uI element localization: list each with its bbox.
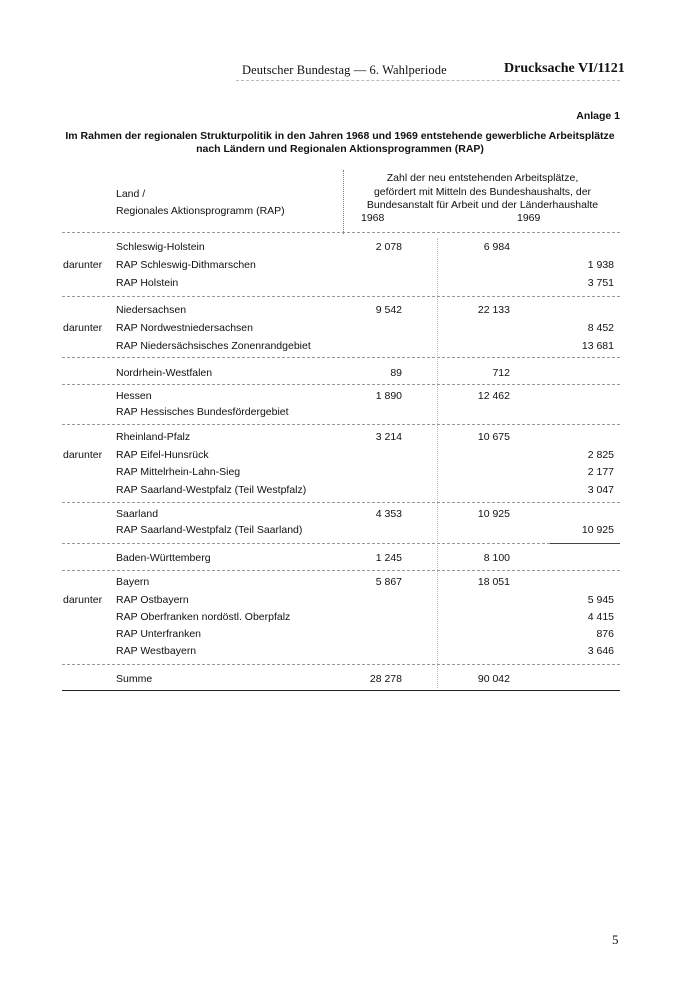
table-row — [0, 406, 700, 424]
wahlperiode-label: Deutscher Bundestag — 6. Wahlperiode — [242, 63, 447, 77]
row-label: RAP Oberfranken nordöstl. Oberpfalz — [116, 611, 291, 623]
row-value-rap: 3 751 — [587, 277, 614, 289]
group-separator — [62, 384, 620, 385]
row-value-1968: 1 245 — [375, 552, 402, 564]
column-header-land-line2: Regionales Aktionsprogramm (RAP) — [116, 205, 285, 217]
table-row — [0, 645, 700, 663]
table-row — [0, 552, 700, 570]
group-separator — [62, 296, 620, 297]
row-value-1968: 3 214 — [375, 431, 402, 443]
row-value-1969: 18 051 — [477, 576, 510, 588]
rap-subtotal-rule — [550, 543, 620, 544]
table-row — [0, 628, 700, 646]
row-value-1969: 10 925 — [477, 508, 510, 520]
sum-row — [0, 673, 700, 691]
row-value-1968: 28 278 — [369, 673, 402, 685]
row-value-rap: 13 681 — [581, 340, 614, 352]
column-header-land — [116, 186, 285, 220]
header-divider — [343, 170, 344, 234]
table-row — [0, 576, 700, 594]
row-label: RAP Schleswig-Dithmarschen — [116, 259, 256, 271]
table-row — [0, 484, 700, 502]
table-row — [0, 367, 700, 385]
row-label: Schleswig-Holstein — [116, 241, 205, 253]
table-row — [0, 277, 700, 295]
row-value-1969: 712 — [492, 367, 510, 379]
row-value-1969: 10 675 — [477, 431, 510, 443]
row-label: RAP Westbayern — [116, 645, 197, 657]
row-value-1969: 12 462 — [477, 390, 510, 402]
group-separator — [62, 357, 620, 358]
row-value-1969: 90 042 — [477, 673, 510, 685]
page-header — [0, 63, 700, 83]
row-label: RAP Holstein — [116, 277, 179, 289]
row-darunter: darunter — [63, 322, 103, 334]
row-label: RAP Nordwestniedersachsen — [116, 322, 253, 334]
group-separator — [62, 664, 620, 665]
table-row — [0, 340, 700, 358]
row-label: RAP Saarland-Westpfalz (Teil Westpfalz) — [116, 484, 307, 496]
row-value-1969: 22 133 — [477, 304, 510, 316]
drucksache-number: Drucksache VI/1121 — [504, 61, 625, 76]
row-value-1968: 5 867 — [375, 576, 402, 588]
row-label: RAP Unterfranken — [116, 628, 202, 640]
row-value-1969: 8 100 — [483, 552, 510, 564]
row-label: Summe — [116, 673, 153, 685]
row-label: Nordrhein-Westfalen — [116, 367, 213, 379]
table-row — [0, 524, 700, 542]
column-header-1968: 1968 — [361, 212, 385, 224]
row-label: Niedersachsen — [116, 304, 187, 316]
header-rule — [236, 80, 620, 81]
row-value-rap: 1 938 — [587, 259, 614, 271]
row-value-1969: 6 984 — [483, 241, 510, 253]
table-row — [0, 611, 700, 629]
table-row — [0, 304, 700, 322]
page-number: 5 — [612, 932, 619, 947]
row-value-rap: 3 646 — [587, 645, 614, 657]
row-value-rap: 2 177 — [587, 466, 614, 478]
table-row — [0, 241, 700, 259]
row-label: RAP Niedersächsisches Zonenrandgebiet — [116, 340, 311, 352]
row-value-rap: 3 047 — [587, 484, 614, 496]
row-value-rap: 2 825 — [587, 449, 614, 461]
row-value-rap: 4 415 — [587, 611, 614, 623]
table-bottom-rule — [62, 690, 620, 691]
table-row — [0, 594, 700, 612]
row-value-rap: 10 925 — [581, 524, 614, 536]
row-value-rap: 5 945 — [587, 594, 614, 606]
row-label: Saarland — [116, 508, 159, 520]
table-row — [0, 431, 700, 449]
row-value-1968: 89 — [390, 367, 402, 379]
document-title: Im Rahmen der regionalen Strukturpolitik in den Jahren 1968 und 1969 entstehende gewerbliche Arbeitsplätze nach Ländern und Regionalen Aktionsprogrammen (RAP) — [65, 130, 615, 155]
column-header-land-line1: Land / — [116, 188, 146, 200]
group-separator — [62, 570, 620, 571]
table-row — [0, 466, 700, 484]
row-label: Rheinland-Pfalz — [116, 431, 191, 443]
row-value-1968: 4 353 — [375, 508, 402, 520]
row-label: RAP Mittelrhein-Lahn-Sieg — [116, 466, 241, 478]
group-separator — [62, 424, 620, 425]
row-label: Bayern — [116, 576, 150, 588]
anlage-label: Anlage 1 — [576, 110, 620, 122]
row-label: RAP Eifel-Hunsrück — [116, 449, 209, 461]
row-label: Hessen — [116, 390, 152, 402]
column-header-1969: 1969 — [517, 212, 541, 224]
row-value-1968: 2 078 — [375, 241, 402, 253]
row-darunter: darunter — [63, 594, 103, 606]
row-value-1968: 1 890 — [375, 390, 402, 402]
row-darunter: darunter — [63, 449, 103, 461]
row-label: Baden-Württemberg — [116, 552, 211, 564]
column-header-zahl-line1: Zahl der neu entstehenden Arbeitsplätze, — [386, 172, 579, 184]
row-value-rap: 8 452 — [587, 322, 614, 334]
row-value-1968: 9 542 — [375, 304, 402, 316]
table-row — [0, 259, 700, 277]
group-separator — [62, 502, 620, 503]
row-value-rap: 876 — [596, 628, 614, 640]
column-header-zahl — [345, 172, 620, 213]
row-label: RAP Saarland-Westpfalz (Teil Saarland) — [116, 524, 303, 536]
group-separator — [62, 543, 620, 544]
column-header-zahl-line3: Bundesanstalt für Arbeit und der Länderhaushalte — [366, 199, 599, 211]
row-darunter: darunter — [63, 259, 103, 271]
column-header-zahl-line2: gefördert mit Mitteln des Bundeshaushalts, der — [373, 185, 592, 198]
row-label: RAP Ostbayern — [116, 594, 189, 606]
header-separator — [62, 232, 620, 233]
table-row — [0, 449, 700, 467]
table-row — [0, 322, 700, 340]
row-label: RAP Hessisches Bundesfördergebiet — [116, 406, 289, 418]
